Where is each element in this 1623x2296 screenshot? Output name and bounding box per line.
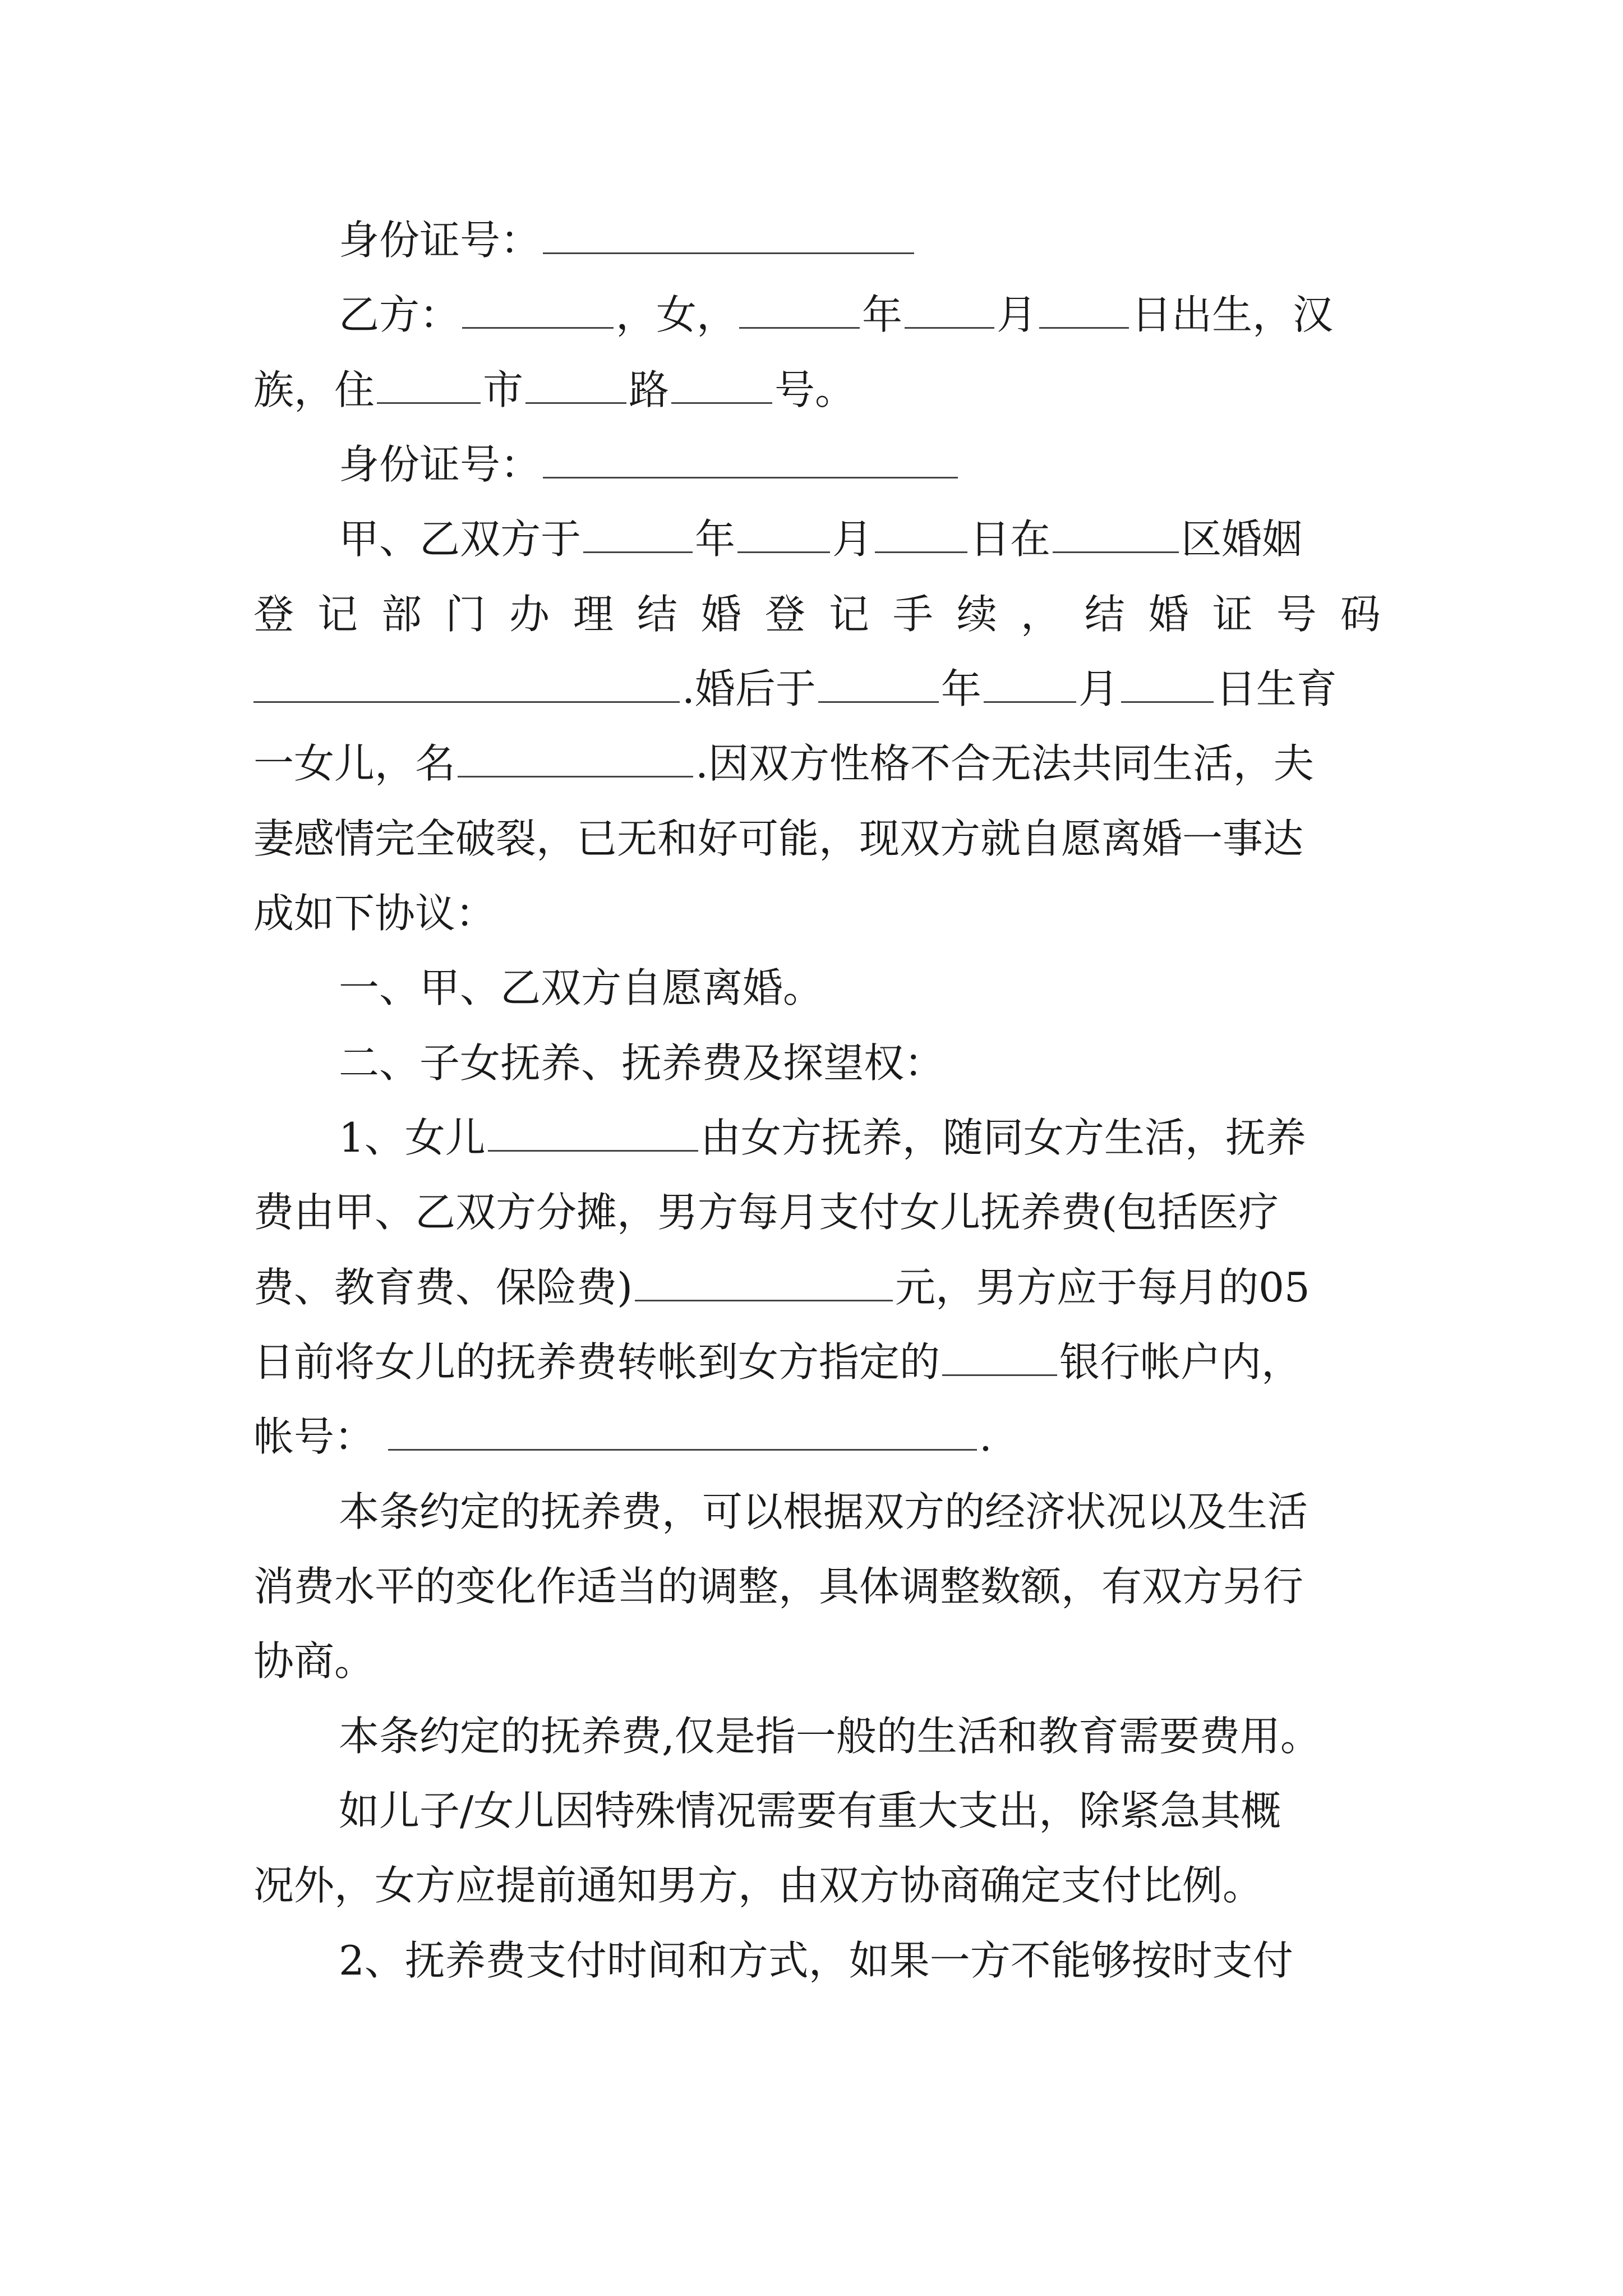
line-char: 办 bbox=[509, 591, 550, 638]
line-text: 元，男方应于每月的05 bbox=[895, 1264, 1310, 1311]
line-text: 甲、乙双方于 bbox=[339, 516, 582, 563]
line-text: 市 bbox=[483, 366, 524, 413]
line-text: 路 bbox=[629, 366, 670, 413]
line-char: 理 bbox=[573, 591, 614, 638]
line-text: 帐号： bbox=[253, 1413, 375, 1460]
line-text: 如儿子/女儿因特殊情况需要有重大支出，除紧急其概 bbox=[339, 1787, 1281, 1834]
text-line bbox=[339, 1036, 944, 1090]
text-line bbox=[253, 363, 855, 417]
fill-blank bbox=[1121, 668, 1214, 703]
line-char: 结 bbox=[637, 591, 677, 638]
text-line bbox=[253, 1410, 992, 1464]
line-text: .因双方性格不合无法共同生活，夫 bbox=[695, 740, 1314, 787]
line-text: ，女， bbox=[616, 291, 737, 338]
line-char: 婚 bbox=[700, 591, 741, 638]
line-text: 本条约定的抚养费,仅是指一般的生活和教育需要费用。 bbox=[339, 1713, 1321, 1760]
fill-blank bbox=[458, 742, 693, 777]
fill-blank bbox=[377, 369, 481, 404]
line-char: 部 bbox=[381, 591, 422, 638]
fill-blank bbox=[583, 518, 693, 553]
text-line bbox=[339, 961, 823, 1015]
line-char: 登 bbox=[764, 591, 805, 638]
fill-blank bbox=[1053, 518, 1179, 553]
line-char: 记 bbox=[828, 591, 869, 638]
line-text: 消费水平的变化作适当的调整，具体调整数额，有双方另行 bbox=[253, 1563, 1304, 1610]
line-text: 号。 bbox=[774, 366, 856, 413]
text-line bbox=[253, 1335, 1302, 1389]
text-line bbox=[253, 587, 1381, 641]
fill-blank bbox=[462, 293, 614, 329]
line-text: 族，住 bbox=[253, 366, 375, 413]
line-char: 登 bbox=[253, 591, 294, 638]
fill-blank bbox=[543, 219, 914, 254]
fill-blank bbox=[488, 1116, 698, 1152]
line-text: 二、子女抚养、抚养费及探望权： bbox=[339, 1039, 945, 1087]
fill-blank bbox=[739, 293, 860, 329]
fill-blank bbox=[671, 369, 772, 404]
line-text: 年 bbox=[695, 516, 736, 563]
line-text: 一、甲、乙双方自愿离婚。 bbox=[339, 964, 824, 1011]
text-line bbox=[253, 1260, 1310, 1314]
text-line bbox=[253, 1634, 375, 1688]
line-text: 身份证号： bbox=[339, 217, 541, 264]
line-text: 乙方： bbox=[339, 291, 460, 338]
line-text: 本条约定的抚养费，可以根据双方的经济状况以及生活 bbox=[339, 1488, 1308, 1535]
line-text: 银行帐户内， bbox=[1059, 1338, 1302, 1386]
line-text: 日出生，汉 bbox=[1131, 291, 1334, 338]
text-line bbox=[253, 1858, 1263, 1912]
text-line bbox=[253, 886, 496, 940]
text-line bbox=[339, 1485, 1308, 1539]
line-text: 月 bbox=[1078, 665, 1119, 712]
text-line bbox=[339, 1784, 1281, 1838]
line-text: 妻感情完全破裂，已无和好可能，现双方就自愿离婚一事达 bbox=[253, 815, 1304, 862]
line-char: 结 bbox=[1084, 591, 1125, 638]
line-char: 婚 bbox=[1148, 591, 1189, 638]
fill-blank bbox=[818, 668, 939, 703]
line-text: 况外，女方应提前通知男方，由双方协商确定支付比例。 bbox=[253, 1862, 1264, 1909]
fill-blank bbox=[253, 668, 680, 703]
fill-blank bbox=[875, 518, 967, 553]
fill-blank bbox=[543, 443, 958, 478]
line-text: 费、教育费、保险费) bbox=[253, 1264, 633, 1311]
line-text: 年 bbox=[862, 291, 903, 338]
text-line bbox=[339, 1111, 1306, 1165]
line-char: 证 bbox=[1212, 591, 1253, 638]
text-line bbox=[253, 737, 1314, 790]
line-text: 协商。 bbox=[253, 1637, 375, 1685]
line-char: 号 bbox=[1276, 591, 1317, 638]
line-char: 码 bbox=[1340, 591, 1381, 638]
fill-blank bbox=[737, 518, 830, 553]
text-line bbox=[339, 288, 1333, 342]
fill-blank bbox=[525, 369, 626, 404]
line-text: 年 bbox=[940, 665, 981, 712]
line-char: ， bbox=[1020, 591, 1061, 638]
line-text: 日生育 bbox=[1215, 665, 1337, 712]
line-text: 月 bbox=[832, 516, 873, 563]
line-text: 费由甲、乙双方分摊，男方每月支付女儿抚养费(包括医疗 bbox=[253, 1189, 1279, 1236]
line-char: 手 bbox=[892, 591, 933, 638]
line-text: 日前将女儿的抚养费转帐到女方指定的 bbox=[253, 1338, 940, 1386]
fill-blank bbox=[388, 1415, 977, 1451]
text-line bbox=[339, 213, 916, 267]
line-text: 区婚姻 bbox=[1181, 516, 1303, 563]
fill-blank bbox=[635, 1266, 893, 1301]
text-line bbox=[339, 1934, 1293, 1987]
line-text: 1、女儿 bbox=[339, 1114, 486, 1161]
text-line bbox=[253, 1559, 1303, 1613]
text-line bbox=[253, 812, 1303, 866]
line-char: 门 bbox=[445, 591, 486, 638]
text-line bbox=[339, 1709, 1321, 1763]
text-line bbox=[253, 1185, 1279, 1239]
fill-blank bbox=[984, 668, 1076, 703]
line-char: 续 bbox=[956, 591, 997, 638]
line-text: . bbox=[979, 1413, 992, 1460]
line-text: 成如下协议： bbox=[253, 890, 496, 937]
line-text: 月 bbox=[997, 291, 1038, 338]
text-line bbox=[253, 662, 1337, 716]
line-text: 2、抚养费支付时间和方式，如果一方不能够按时支付 bbox=[339, 1937, 1293, 1984]
fill-blank bbox=[1039, 293, 1129, 329]
fill-blank bbox=[905, 293, 994, 329]
text-line bbox=[339, 438, 960, 491]
line-text: 日在 bbox=[970, 516, 1051, 563]
line-char: 记 bbox=[317, 591, 358, 638]
line-text: 身份证号： bbox=[339, 441, 541, 488]
fill-blank bbox=[942, 1341, 1057, 1376]
line-text: 一女儿，名 bbox=[253, 740, 456, 787]
line-text: 由女方抚养，随同女方生活，抚养 bbox=[700, 1114, 1306, 1161]
line-text: .婚后于 bbox=[682, 665, 816, 712]
text-line bbox=[339, 512, 1302, 566]
